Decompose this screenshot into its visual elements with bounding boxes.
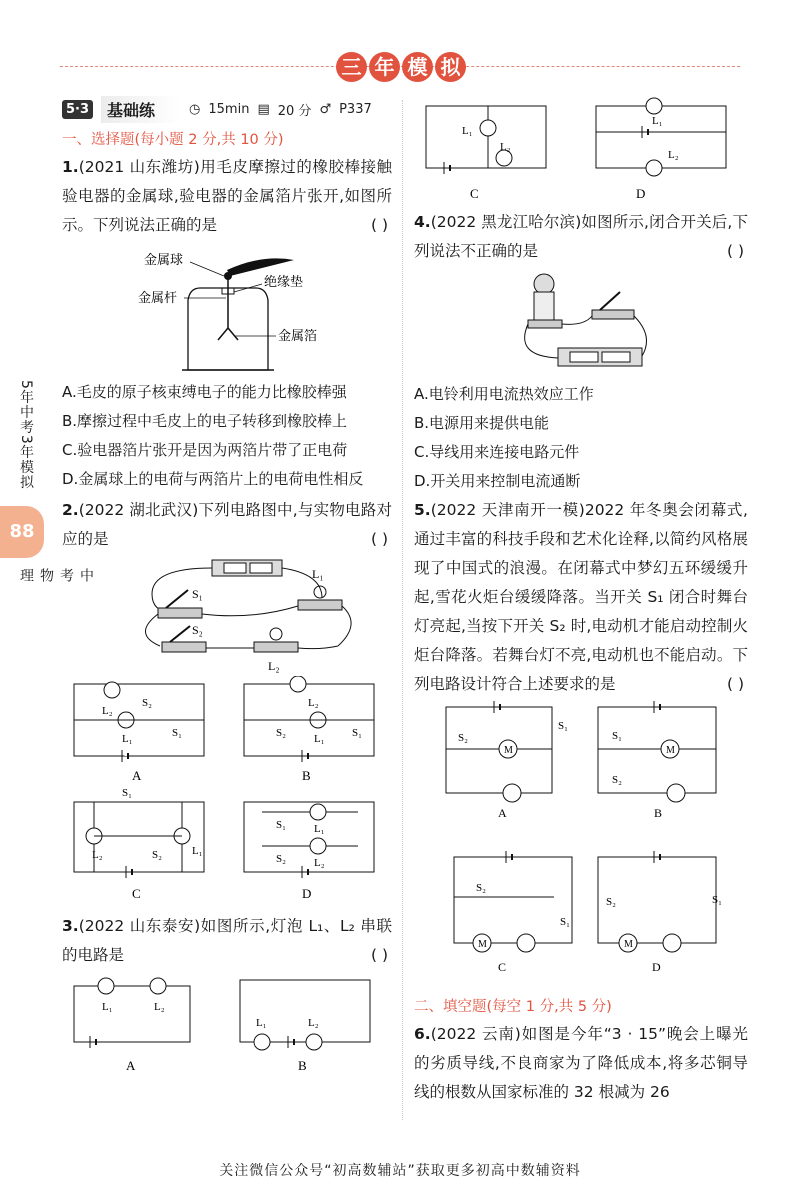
question-2: [62, 496, 392, 554]
question-number: 1.: [62, 158, 79, 176]
question-1: [62, 153, 392, 240]
label-s2: S₂: [152, 849, 162, 861]
lamp-symbol: [104, 682, 120, 698]
label-l2: L₂: [314, 857, 325, 869]
left-column: [62, 96, 392, 1080]
lamp-symbol: [503, 784, 521, 802]
battery-cell: [570, 352, 598, 362]
option-b: B.电源用来提供电能: [414, 414, 550, 432]
answer-page: P337: [339, 101, 372, 117]
part2-title: 二、填空题(每空 1 分,共 5 分): [414, 999, 612, 1015]
circuit-d: [598, 851, 722, 974]
right-column: [414, 96, 748, 1107]
page-number: 88: [0, 506, 44, 558]
battery-cell: [602, 352, 630, 362]
leader-line: [190, 262, 224, 276]
label-l2: L₂: [268, 659, 280, 673]
label-s1: S₁: [172, 727, 182, 739]
banner-char: 三: [336, 52, 367, 82]
wire: [74, 986, 190, 1042]
q3-circuit-options-ab: [62, 970, 392, 1080]
wire: [298, 646, 338, 649]
option-label: C: [470, 186, 479, 201]
lamp-symbol: [306, 1034, 322, 1050]
label-s1: S₁: [276, 819, 286, 831]
label-pad: 绝缘垫: [264, 274, 304, 289]
part1-title: 一、选择题(每小题 2 分,共 10 分): [62, 132, 284, 148]
label-s2: S₂: [276, 727, 286, 739]
circuit-c: [454, 851, 572, 974]
label-s1: S₁: [558, 720, 568, 732]
column-divider: [402, 100, 403, 1120]
question-6: [414, 1020, 748, 1107]
wire: [338, 606, 351, 646]
switch-base: [592, 310, 634, 319]
label-s1: S₁: [192, 587, 203, 601]
subject-label: 中考物理: [18, 568, 94, 583]
lamp-symbol: [646, 98, 662, 114]
label-l2: L₂: [308, 697, 319, 709]
lamp-l2-base: [254, 642, 298, 652]
label-s1: S₁: [712, 894, 722, 906]
section-title: 基础练: [101, 96, 181, 123]
label-s2: S₂: [458, 732, 468, 744]
side-margin: [0, 380, 94, 583]
label-s1: S₁: [560, 916, 570, 928]
circuit-a: [74, 682, 204, 783]
question-3: [62, 912, 392, 970]
label-rod: 金属杆: [138, 290, 178, 305]
option-label: C: [132, 886, 141, 901]
label-l1: L₁: [102, 1001, 113, 1013]
label-l1: L₁: [192, 845, 203, 857]
question-4: [414, 208, 748, 266]
circuit-b: [240, 980, 370, 1073]
option-a: A.电铃利用电流热效应工作: [414, 385, 594, 403]
motor-label: M: [624, 939, 633, 950]
switch-s1: [158, 608, 202, 618]
label-s1: S₁: [352, 727, 362, 739]
option-label: B: [654, 806, 663, 820]
wire: [454, 857, 572, 943]
question-text: (2021 山东潍坊)用毛皮摩擦过的橡胶棒接触验电器的金属球,验电器的金属箔片张开,如图所示。下列说法正确的是: [62, 158, 392, 234]
motor-label: M: [666, 745, 675, 756]
banner-char: 拟: [435, 52, 466, 82]
option-label: B: [298, 1058, 307, 1073]
book-title: 5年中考3年模拟: [18, 380, 34, 490]
label-l2: L₂: [308, 1017, 319, 1029]
answer-page-icon: ♂: [319, 101, 332, 117]
switch-lever: [170, 626, 190, 642]
option-label: D: [302, 886, 312, 901]
label-s2: S₂: [142, 697, 152, 709]
section-badge: 5·3: [62, 100, 93, 119]
option-label: A: [498, 806, 507, 820]
label-l1: L₁: [122, 733, 133, 745]
lamp-symbol: [150, 978, 166, 994]
label-l1: L₁: [312, 567, 324, 581]
option-c: C.导线用来连接电路元件: [414, 443, 580, 461]
question-number: 6.: [414, 1025, 431, 1043]
lamp-symbol: [290, 676, 306, 692]
wire: [562, 316, 592, 324]
label-l1: L₁: [314, 823, 325, 835]
switch-lever: [600, 292, 620, 310]
option-label: C: [498, 960, 507, 974]
question-text: (2022 天津南开一模)2022 年冬奥会闭幕式,通过丰富的科技手段和艺术化诠释,以简约风格展现了中国式的浪漫。在闭幕式中梦幻五环缓缓升起,雪花火炬台缓缓降落。当开关 S₁ 闭合时舞台灯亮起,当按下开关 S₂ 时,电动机才能启动控制火炬台降落。若舞台灯不亮,电动机也不能启动。下列电路设计符合上述要求的是: [414, 501, 748, 693]
score-icon: ▤: [257, 101, 270, 117]
question-number: 4.: [414, 213, 431, 231]
answer-blank: ( ): [370, 946, 388, 964]
banner-char: 年: [369, 52, 400, 82]
lamp-symbol: [98, 978, 114, 994]
option-label: A: [132, 768, 142, 783]
wire: [152, 568, 212, 612]
question-text: (2022 湖北武汉)下列电路图中,与实物电路对应的是: [62, 501, 392, 548]
label-s2: S₂: [476, 882, 486, 894]
label-s1: S₁: [612, 730, 622, 742]
option-a: A.毛皮的原子核束缚电子的能力比橡胶棒强: [62, 383, 347, 401]
label-s2: S₂: [612, 774, 622, 786]
battery-cell: [250, 563, 272, 573]
banner-char: 模: [402, 52, 433, 82]
label-ball: 金属球: [144, 252, 184, 267]
label-l2: L₂: [102, 705, 113, 717]
question-number: 2.: [62, 501, 79, 519]
option-b: B.摩擦过程中毛皮上的电子转移到橡胶棒上: [62, 412, 348, 430]
answer-blank: ( ): [726, 242, 744, 260]
footer-note: 关注微信公众号“初高数辅站”获取更多初高中数辅资料: [219, 1163, 581, 1179]
bell-circuit-figure: [414, 266, 748, 380]
question-text: (2022 云南)如图是今年“3 · 15”晚会上曝光的劣质导线,不良商家为了降低成本,将多芯铜导线的根数从国家标准的 32 根减为 26: [414, 1025, 748, 1101]
wire: [525, 324, 558, 358]
lamp-symbol: [310, 804, 326, 820]
option-label: B: [302, 768, 311, 783]
bell-base: [528, 320, 562, 328]
battery-cell: [224, 563, 246, 573]
label-foil: 金属箔: [278, 328, 318, 343]
clock-icon: ◷: [189, 101, 201, 117]
time-limit: 15min: [208, 101, 250, 117]
label-l1: L₁: [314, 733, 325, 745]
lamp-symbol: [663, 934, 681, 952]
label-l2: L₂: [668, 149, 679, 161]
motor-label: M: [504, 745, 513, 756]
switch-s2: [162, 642, 206, 652]
lamp-symbol: [517, 934, 535, 952]
label-l2: L₂: [154, 1001, 165, 1013]
question-number: 3.: [62, 917, 79, 935]
option-label: A: [126, 1058, 136, 1073]
electroscope-figure: [62, 240, 392, 378]
q2-circuit-options: [62, 676, 392, 912]
answer-blank: ( ): [370, 216, 388, 234]
lamp-l1-base: [298, 600, 342, 610]
option-label: D: [636, 186, 646, 201]
foil-right: [228, 328, 238, 340]
circuit-b: [244, 676, 374, 783]
label-l2: L₂: [92, 849, 103, 861]
page-banner: [336, 52, 466, 84]
section-header: [62, 96, 392, 122]
lamp-symbol: [667, 784, 685, 802]
answer-blank: ( ): [726, 675, 744, 693]
label-l1: L₁: [652, 115, 663, 127]
q3-circuit-options-cd: [414, 96, 748, 208]
switch-lever: [166, 590, 188, 608]
total-score: 20 分: [277, 103, 312, 119]
circuit-d: [244, 802, 374, 901]
option-label: D: [652, 960, 661, 974]
option-c: C.验电器箔片张开是因为两箔片带了正电荷: [62, 441, 348, 459]
question-5: [414, 496, 748, 699]
option-d: D.开关用来控制电流通断: [414, 472, 581, 490]
question-text: (2022 黑龙江哈尔滨)如图所示,闭合开关后,下列说法不正确的是: [414, 213, 748, 260]
question-number: 5.: [414, 501, 431, 519]
wire: [240, 980, 370, 1042]
circuit-c: [426, 106, 546, 201]
electric-bell: [534, 274, 554, 294]
label-s2: S₂: [192, 623, 203, 637]
answer-blank: ( ): [370, 530, 388, 548]
label-l1: L₁: [256, 1017, 267, 1029]
label-s2: S₂: [276, 853, 286, 865]
lamp-symbol: [480, 120, 496, 136]
label-l2: L₂: [500, 141, 511, 153]
bell-body: [534, 292, 554, 320]
question-text: (2022 山东泰安)如图所示,灯泡 L₁、L₂ 串联的电路是: [62, 917, 392, 964]
motor-label: M: [478, 939, 487, 950]
q5-circuit-options: [414, 699, 748, 989]
lamp-l2: [270, 628, 282, 640]
wire: [145, 614, 160, 646]
option-d: D.金属球上的电荷与两箔片上的电荷电性相反: [62, 470, 364, 488]
foil-left: [218, 328, 228, 340]
label-s1: S₁: [122, 787, 132, 799]
circuit-a: [446, 701, 568, 820]
label-s2: S₂: [606, 896, 616, 908]
lamp-symbol: [254, 1034, 270, 1050]
circuit-c: [74, 787, 204, 901]
lamp-symbol: [646, 160, 662, 176]
circuit-b: [598, 701, 716, 820]
lamp-symbol: [310, 838, 326, 854]
label-l1: L₁: [462, 125, 473, 137]
physical-circuit-figure: [62, 554, 392, 676]
wire: [426, 106, 546, 168]
circuit-a: [74, 978, 190, 1073]
wire: [202, 606, 298, 616]
circuit-d: [596, 98, 726, 201]
